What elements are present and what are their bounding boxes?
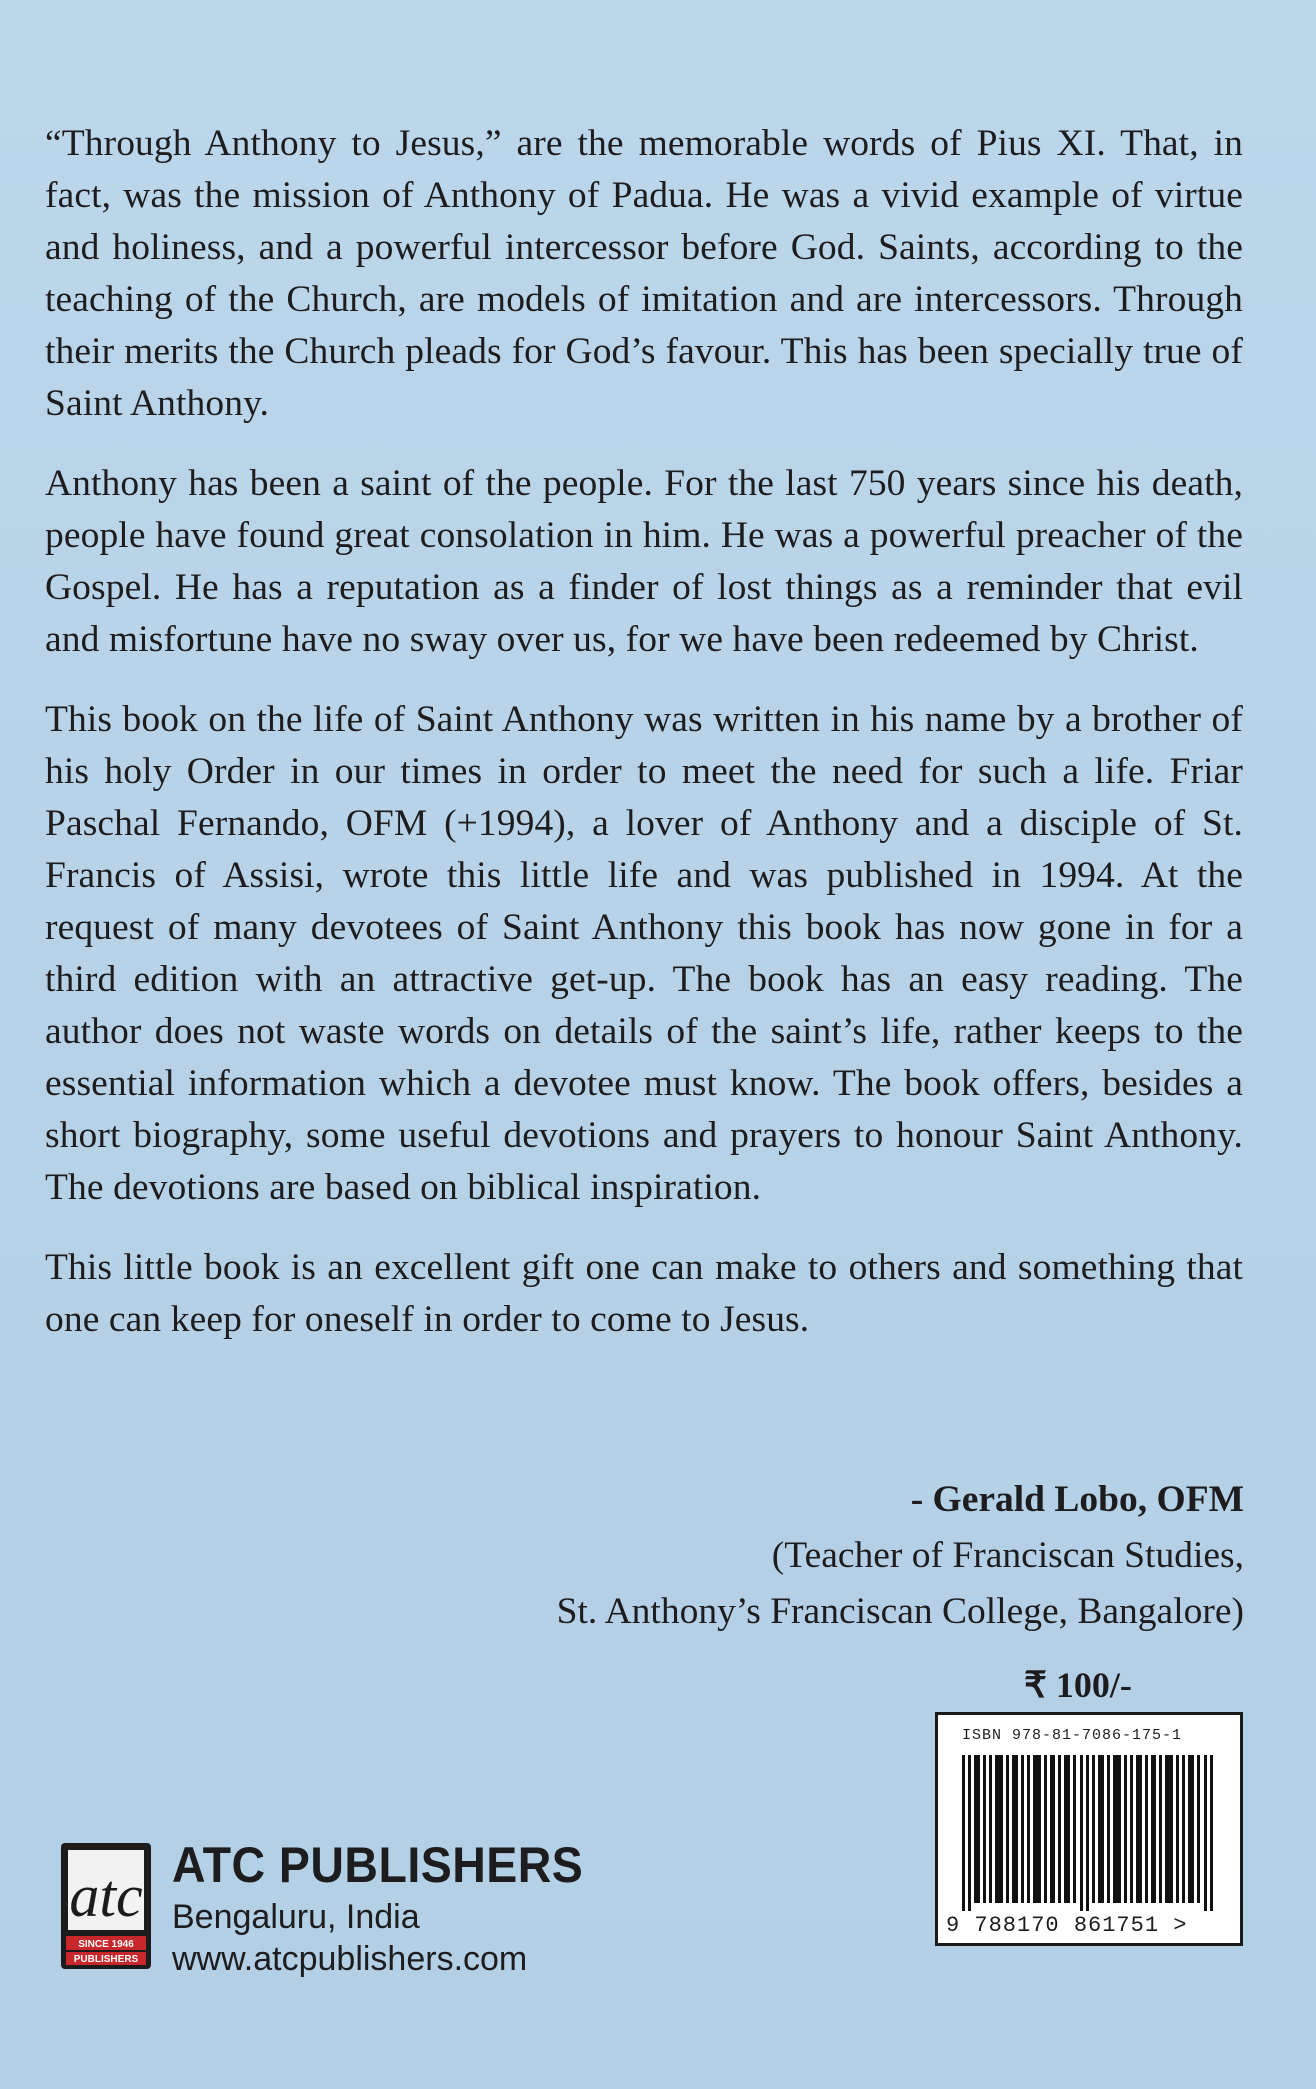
barcode-box <box>935 1712 1243 1946</box>
publisher-block <box>60 1836 660 1976</box>
signature-name: - Gerald Lobo, OFM <box>910 1479 1244 1520</box>
paragraph-4: This little book is an excellent gift one can make to others and something that one can keep for oneself in order to come to Jesus. <box>45 1247 1243 1340</box>
barcode-bars <box>962 1755 1224 1911</box>
svg-text:SINCE 1946: SINCE 1946 <box>78 1939 134 1950</box>
svg-text:atc: atc <box>69 1863 143 1929</box>
blurb-text <box>45 118 1243 1374</box>
price-label: ₹ 100/- <box>1024 1665 1132 1705</box>
paragraph-2: Anthony has been a saint of the people. For the last 750 years since his death, people have found great consolation in him. He was a powerful preacher of the Gospel. He has a reputation as a finder of lost things as a reminder that evil and misfortune have no sway over us, for we have been redeemed by Christ. <box>45 463 1243 660</box>
publisher-logo-icon <box>60 1842 152 1970</box>
signature-block <box>557 1472 1244 1640</box>
signature-role-line-2: St. Anthony’s Franciscan College, Bangalore) <box>556 1591 1244 1632</box>
signature-role-line-1: (Teacher of Franciscan Studies, <box>771 1535 1244 1576</box>
paragraph-1: “Through Anthony to Jesus,” are the memorable words of Pius XI. That, in fact, was the mission of Anthony of Padua. He was a vivid example of virtue and holiness, and a powerful intercessor before God. Saints, according to the teaching of the Church, are models of imitation and are intercessors. Through their merits the Church pleads for God’s favour. This has been specially true of Saint Anthony. <box>45 123 1243 424</box>
isbn-label: ISBN 978-81-7086-175-1 <box>962 1727 1183 1744</box>
publisher-website: www.atcpublishers.com <box>172 1940 528 1978</box>
publisher-city: Bengaluru, India <box>172 1898 420 1936</box>
svg-text:PUBLISHERS: PUBLISHERS <box>73 1954 139 1965</box>
publisher-name: ATC PUBLISHERS <box>172 1837 584 1893</box>
paragraph-3: This book on the life of Saint Anthony was written in his name by a brother of his holy Order in our times in order to meet the need for such a life. Friar Paschal Fernando, OFM (+1994), a lover of Anthony and a disciple of St. Francis of Assisi, wrote this little life and was published in 1994. At the request of many devotees of Saint Anthony this book has now gone in for a third edition with an attractive get-up. The book has an easy reading. The author does not waste words on details of the saint’s life, rather keeps to the essential information which a devotee must know. The book offers, besides a short biography, some useful devotions and prayers to honour Saint Anthony. The devotions are based on biblical inspiration. <box>45 699 1243 1208</box>
ean-digits: 9 788170 861751 > <box>946 1913 1188 1938</box>
